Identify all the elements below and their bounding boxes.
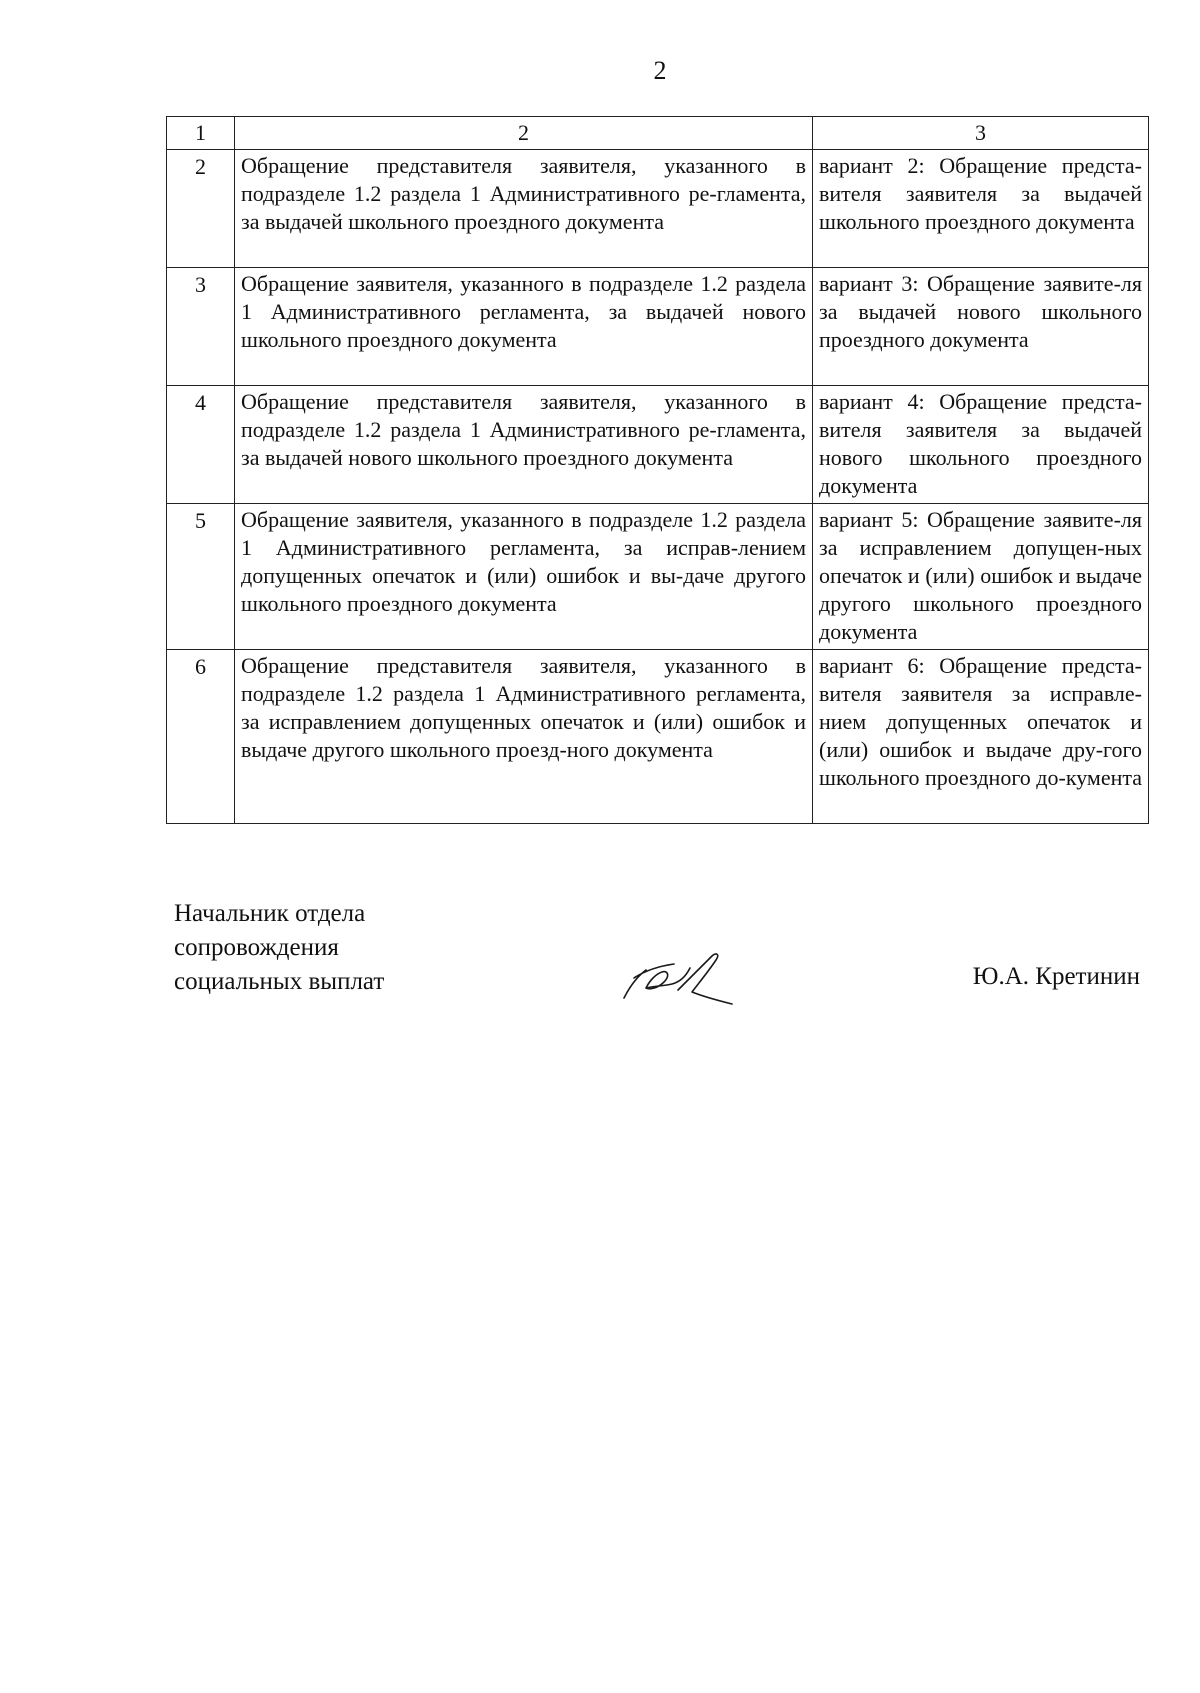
row-number: 2 — [167, 150, 235, 268]
table-row — [167, 386, 1149, 504]
table-row — [167, 650, 1149, 824]
row-description: Обращение представителя заявителя, указанного в подразделе 1.2 раздела 1 Административного ре-гламента, за выдачей нового школьного проездного документа — [235, 386, 813, 504]
signer-position-line: Начальник отдела — [174, 900, 366, 927]
row-description: Обращение заявителя, указанного в подразделе 1.2 раздела 1 Административного регламента, за исправ-лением допущенных опечаток и (или) ошибок и вы-даче другого школьного проездного документа — [235, 504, 813, 650]
row-description: Обращение заявителя, указанного в подразделе 1.2 раздела 1 Административного регламента, за выдачей нового школьного проездного документа — [235, 268, 813, 386]
header-cell-2: 2 — [235, 117, 813, 150]
handwritten-signature — [616, 940, 756, 1010]
row-variant: вариант 2: Обращение предста-вителя заявителя за выдачей школьного проездного документа — [813, 150, 1149, 268]
table-row — [167, 150, 1149, 268]
row-variant: вариант 6: Обращение предста-вителя заявителя за исправле-нием допущенных опечаток и (или) ошибок и выдаче дру-гого школьного проездного до-кумента — [813, 650, 1149, 824]
row-number: 6 — [167, 650, 235, 824]
signer-position-line: социальных выплат — [174, 968, 385, 995]
row-description: Обращение представителя заявителя, указанного в подразделе 1.2 раздела 1 Административного ре-гламента, за выдачей школьного проездного документа — [235, 150, 813, 268]
row-number: 3 — [167, 268, 235, 386]
table-header-row — [167, 117, 1149, 150]
signer-position — [174, 897, 384, 999]
table-row — [167, 504, 1149, 650]
header-cell-3: 3 — [813, 117, 1149, 150]
row-variant: вариант 3: Обращение заявите-ля за выдачей нового школьного проездного документа — [813, 268, 1149, 386]
page-number: 2 — [653, 56, 667, 85]
table-row — [167, 268, 1149, 386]
services-variants-table — [166, 116, 1149, 824]
signer-position-line: сопровождения — [174, 934, 339, 961]
signer-name: Ю.А. Кретинин — [972, 963, 1140, 990]
row-number: 5 — [167, 504, 235, 650]
row-description: Обращение представителя заявителя, указанного в подразделе 1.2 раздела 1 Административного регламента, за исправлением допущенных опечаток и (или) ошибок и выдаче другого школьного проезд-ного документа — [235, 650, 813, 824]
row-number: 4 — [167, 386, 235, 504]
row-variant: вариант 4: Обращение предста-вителя заявителя за выдачей нового школьного проездного документа — [813, 386, 1149, 504]
row-variant: вариант 5: Обращение заявите-ля за исправлением допущен-ных опечаток и (или) ошибок и выдаче другого школьного проездного документа — [813, 504, 1149, 650]
header-cell-1: 1 — [167, 117, 235, 150]
